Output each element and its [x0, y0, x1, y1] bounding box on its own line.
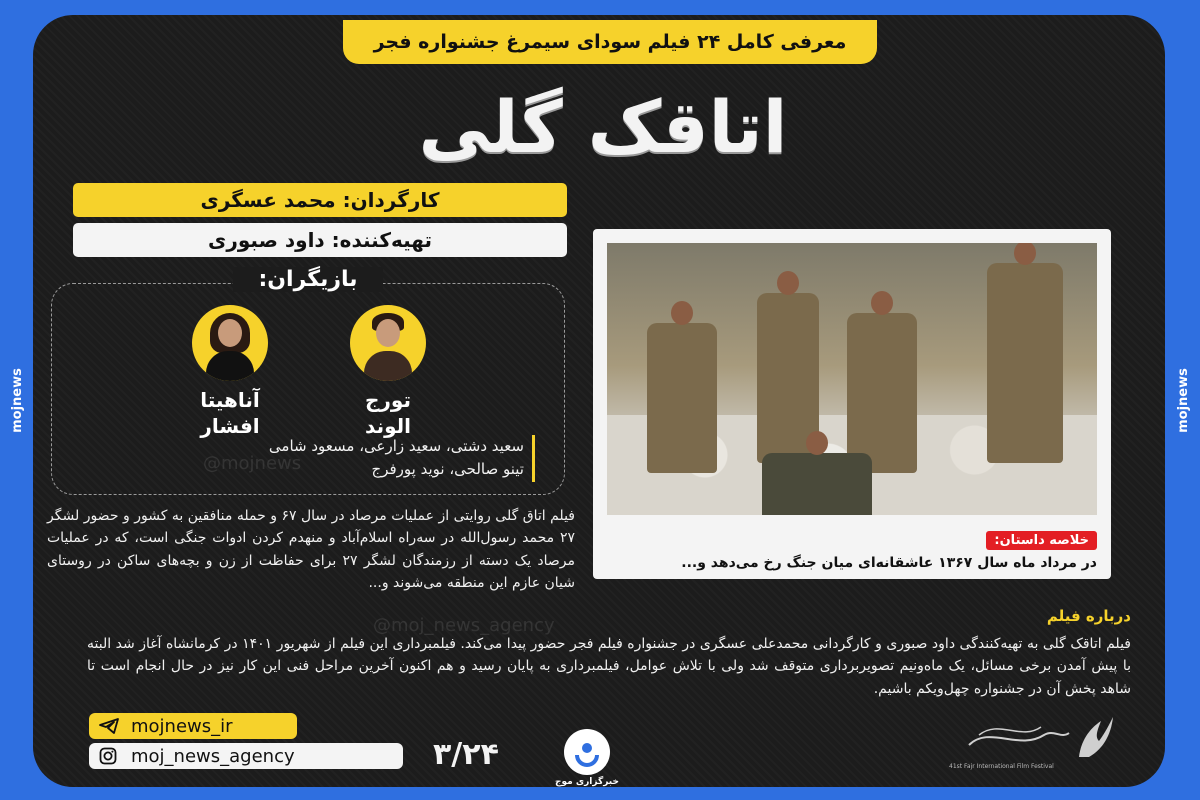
about-text: فیلم اتاقک گلی به تهیه‌کنندگی داود صبوری و کارگردانی محمدعلی عسگری در جشنواره فیلم فجر حضور پیدا می‌کند. فیلمبرداری این فیلم از شهریور ۱۴۰۱ در کرمانشاه آغاز شد البته با پیش آمدن برخی مسائل، یک ماه‌ونیم تصویربرداری متوقف شد ولی با تلاش عوامل، فیلمبرداری به پایان رسید و هم اکنون آخرین مراحل فنی این کار نیز در حال انجام است تا شاهد پخش آن در جشنواره چهل‌ویکم باشیم. [87, 636, 1131, 697]
moj-logo-icon [564, 729, 610, 775]
telegram-handle: mojnews_ir [131, 715, 233, 737]
page-number: ۳/۲۴ [433, 737, 499, 772]
side-label-left: mojnews [9, 367, 25, 433]
film-title: اتاقک گلی [418, 85, 788, 169]
telegram-icon [99, 718, 121, 734]
instagram-handle: moj_news_agency [131, 745, 295, 767]
producer-label: تهیه‌کننده: داود صبوری [73, 223, 567, 257]
watermark: @mojnews [203, 453, 302, 474]
series-banner: معرفی کامل ۲۴ فیلم سودای سیمرغ جشنواره فجر [343, 20, 877, 64]
actor-card [175, 305, 285, 439]
film-still-image [607, 243, 1097, 515]
instagram-link[interactable] [89, 743, 403, 769]
festival-logo [949, 705, 1119, 775]
side-label-right: mojnews [1175, 367, 1191, 433]
actor-card [333, 305, 443, 439]
actor-avatar [192, 305, 268, 381]
cast-heading: بازیگران: [233, 267, 383, 292]
watermark: @moj_news_agency [373, 615, 555, 636]
about-heading: درباره فیلم [1046, 607, 1131, 625]
synopsis-text: فیلم اتاق گلی روایتی از عملیات مرصاد در سال ۶۷ و حمله منافقین به کشور و حضور لشگر ۲۷ محمد رسول‌الله در سه‌راه اسلام‌آباد و منهدم کردن ادوات جنگی است، که در عملیات مرصاد یک دسته از رزمندگان لشگر ۲۷ برای حفاظت از زن و بچه‌های ساکن در روستای شیان عازم این منطقه می‌شوند و... [47, 508, 575, 592]
telegram-link[interactable] [89, 713, 297, 739]
moj-logo [553, 729, 621, 787]
actor-name: تورج الوند [365, 388, 411, 438]
summary-tag: خلاصه داستان: [986, 531, 1097, 550]
agency-caption: خبرگزاری موج [555, 777, 619, 787]
simorgh-logo-icon [949, 705, 1119, 763]
director-label: کارگردان: محمد عسگری [73, 183, 567, 217]
summary-text: در مرداد ماه سال ۱۳۶۷ عاشقانه‌ای میان جنگ رخ می‌دهد و... [681, 555, 1097, 571]
film-still-card [593, 229, 1111, 579]
other-cast: سعید دشتی، سعید زارعی، مسعود شامی تینو صالحی، نوید پورفرج [173, 435, 535, 482]
festival-caption: 41st Fajr International Film Festival [949, 763, 1054, 770]
actor-avatar [350, 305, 426, 381]
instagram-icon [99, 747, 121, 765]
actor-name: آناهیتا افشار [200, 388, 260, 438]
poster-card [33, 15, 1165, 787]
